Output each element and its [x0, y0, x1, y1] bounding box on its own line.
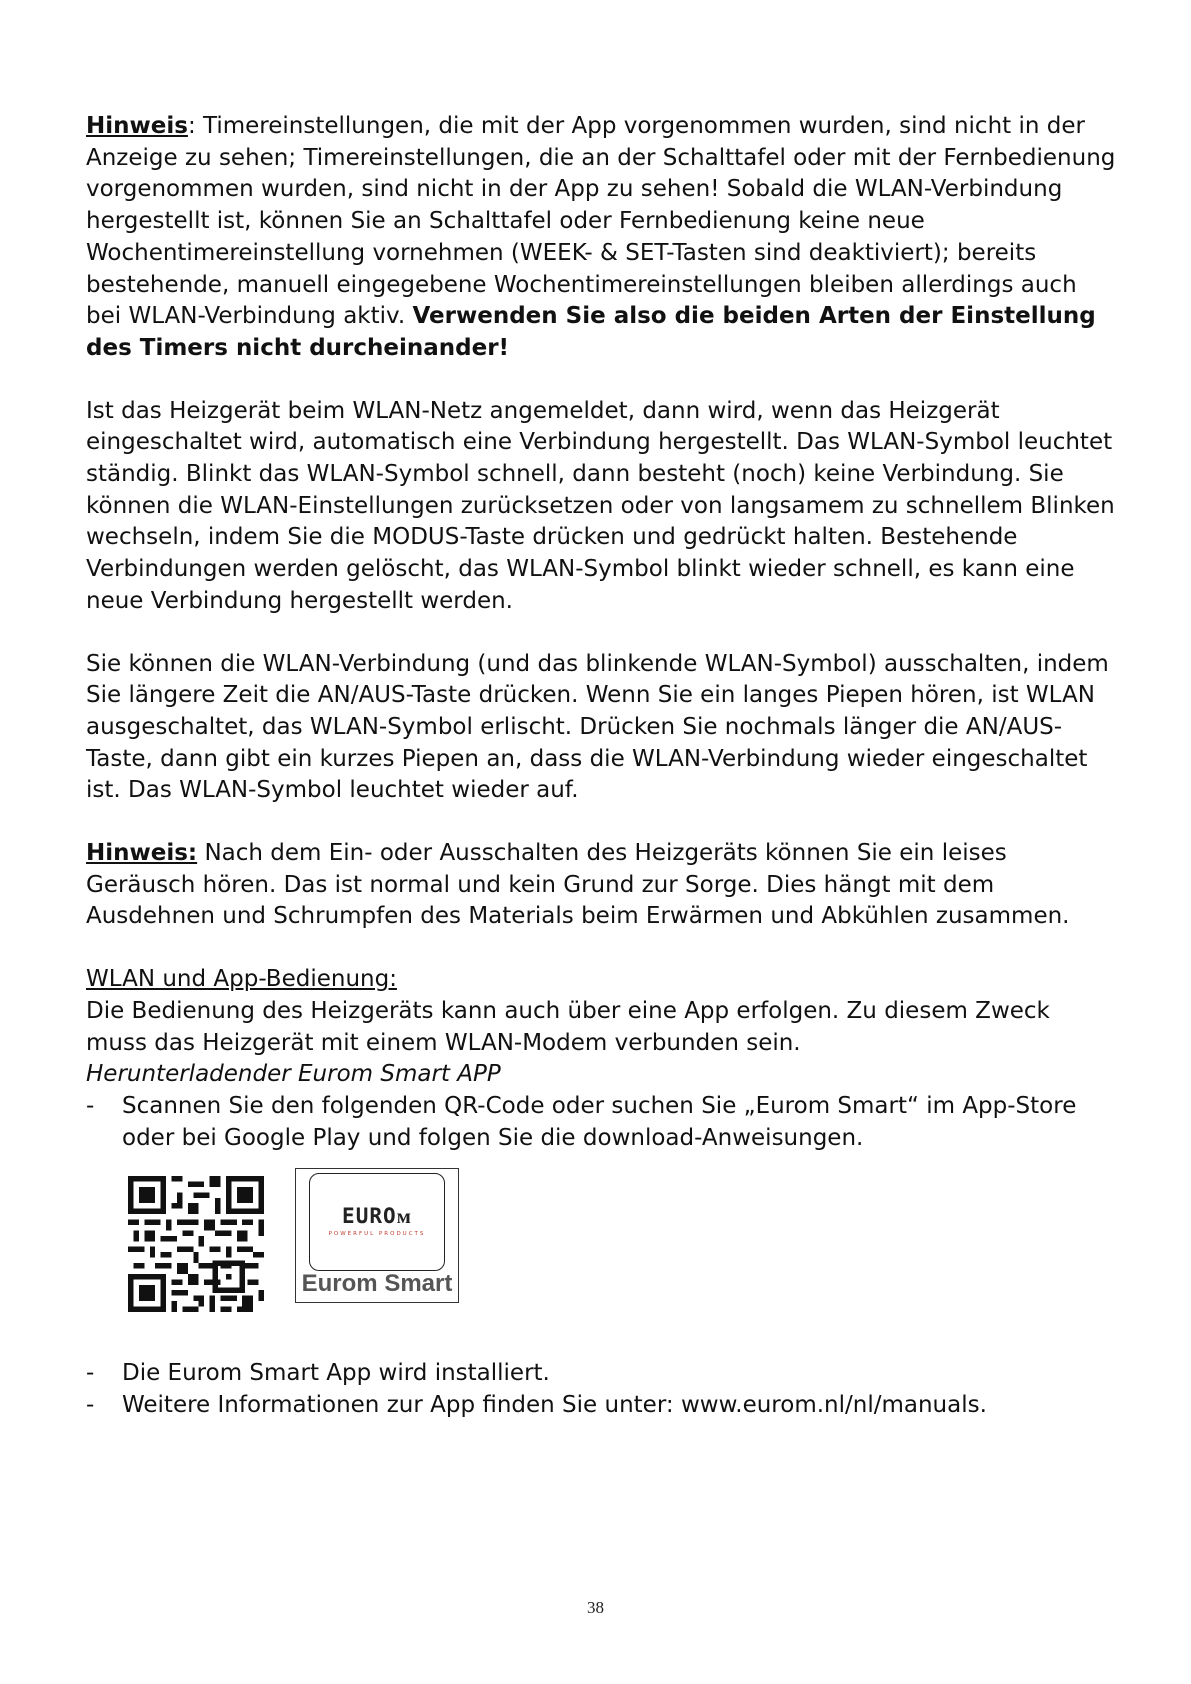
page-number: 38 — [587, 1598, 604, 1617]
note-text-noise: Nach dem Ein- oder Ausschalten des Heizgeräts können Sie ein leises Geräusch hören. Das ist normal und kein Grund zur Sorge. Dies hängt mit dem Ausdehnen und Schrumpfen des Materials beim Erwärmen und Abkühlen zusammen. — [86, 840, 1070, 930]
section-heading-text: WLAN und App-Bedienung: — [86, 966, 397, 993]
list-item-text: Weitere Informationen zur App finden Sie unter: www.eurom.nl/nl/manuals. — [122, 1392, 987, 1419]
paragraph-wlan-connection: Ist das Heizgerät beim WLAN-Netz angemeldet, dann wird, wenn das Heizgerät eingeschaltet wird, automatisch eine Verbindung hergestellt. Das WLAN-Symbol leuchtet ständig. Blinkt das WLAN-Symbol schnell, dann besteht (noch) keine Verbindung. Sie können die WLAN-Einstellungen zurücksetzen oder von langsamem zu schnellem Blinken wechseln, indem Sie die MODUS-Taste drücken und gedrückt halten. Bestehende Verbindungen werden gelöscht, das WLAN-Symbol blinkt wieder schnell, es kann eine neue Verbindung hergestellt werden. — [86, 397, 1115, 614]
app-images — [86, 1168, 1116, 1328]
note-warning: Verwenden Sie also die beiden Arten der Einstellung des Timers nicht durcheinander! — [86, 303, 1096, 361]
section-heading — [86, 964, 1116, 996]
note-text: : Timereinstellungen, die mit der App vorgenommen wurden, sind nicht in der Anzeige zu sehen; Timereinstellungen, die an der Schalttafel oder mit der Fernbedienung vorgenommen wurden, sind nicht in der App zu sehen! Sobald die WLAN-Verbindung hergestellt ist, können Sie an Schalttafel oder Fernbedienung keine neue Wochentimereinstellung vornehmen (WEEK- & SET-Tasten sind deaktiviert); bereits bestehende, manuell eingegebene Wochentimereinstellungen bleiben allerdings auch bei WLAN-Verbindung aktiv. — [86, 113, 1116, 330]
app-icon — [309, 1173, 445, 1271]
note-label: Hinweis — [86, 113, 188, 139]
list-item-more-info — [86, 1390, 1116, 1422]
eurom-smart-app-logo — [295, 1168, 459, 1303]
qr-code-icon — [128, 1176, 264, 1312]
list-dash: - — [86, 1092, 95, 1119]
list-item-installed — [86, 1358, 1116, 1390]
brand-logo-text: EUROᴍ — [342, 1204, 412, 1229]
brand-tagline: POWERFUL PRODUCTS — [328, 1231, 426, 1238]
list-dash: - — [86, 1360, 95, 1387]
section-intro: Die Bedienung des Heizgeräts kann auch über eine App erfolgen. Zu diesem Zweck muss das Heizgerät mit einem WLAN-Modem verbunden sein. — [86, 997, 1050, 1056]
note-label-noise: Hinweis: — [86, 840, 198, 867]
list-item-scan — [86, 1091, 1116, 1154]
page-content — [86, 111, 1116, 1422]
paragraph-wlan-switch-off: Sie können die WLAN-Verbindung (und das blinkende WLAN-Symbol) ausschalten, indem Sie längere Zeit die AN/AUS-Taste drücken. Wenn Sie ein langes Piepen hören, ist WLAN ausgeschaltet, das WLAN-Symbol erlischt. Drücken Sie nochmals länger die AN/AUS-Taste, dann gibt ein kurzes Piepen an, dass die WLAN-Verbindung wieder eingeschaltet ist. Das WLAN-Symbol leuchtet wieder auf. — [86, 650, 1109, 804]
section-subheading: Herunterladender Eurom Smart APP — [86, 1061, 501, 1088]
list-dash: - — [86, 1392, 95, 1419]
list-item-text: Scannen Sie den folgenden QR-Code oder suchen Sie „Eurom Smart“ im App-Store oder bei Google Play und folgen Sie die download-Anweisungen. — [122, 1092, 1077, 1151]
app-name-caption: Eurom Smart — [301, 1270, 453, 1298]
note-paragraph-timer — [86, 111, 1116, 365]
list-item-text: Die Eurom Smart App wird installiert. — [122, 1360, 550, 1387]
note-paragraph-noise — [86, 838, 1116, 933]
